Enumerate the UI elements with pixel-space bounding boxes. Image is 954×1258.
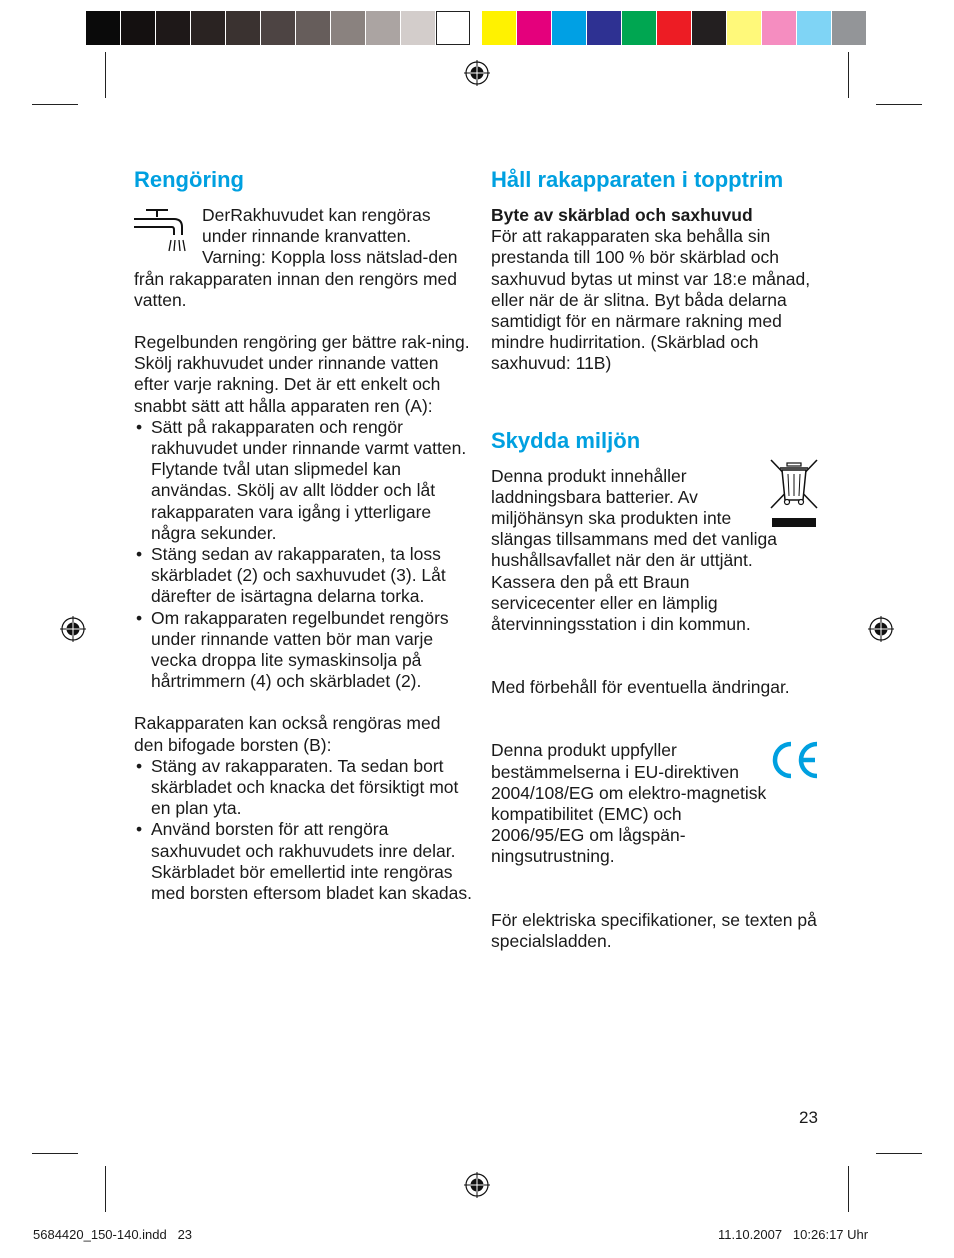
replacement-text: För att rakapparaten ska behålla sin prestanda till 100 % bör skärblad och saxhuvud bytas ut minst var 18:e månad, eller när de är slitna. Byt båda delarna samtidigt för en närmare rakning med mindre hudirritation. (Skärblad och saxhuvud: 11B) bbox=[491, 226, 811, 374]
brush-steps-list bbox=[134, 756, 474, 904]
heading-skydda-miljon: Skydda miljön bbox=[491, 427, 641, 453]
spec-text: För elektriska specifikationer, se texten på specialsladden. bbox=[491, 909, 817, 951]
color-swatch bbox=[692, 11, 726, 45]
color-swatch bbox=[587, 11, 621, 45]
registration-mark-icon bbox=[464, 1172, 490, 1198]
list-item: • Sätt på rakapparaten och rengör rakhuvudet under rinnande varmt vatten. Flytande tvål utan slipmedel kan användas. Skölj av allt lödder och låt rakapparaten vara igång i ytterligare några sekunder. bbox=[134, 417, 474, 544]
right-column bbox=[491, 166, 831, 952]
reservation-text: Med förbehåll för eventuella ändringar. bbox=[491, 677, 790, 698]
color-swatch bbox=[86, 11, 120, 45]
page-number: 23 bbox=[799, 1108, 818, 1127]
crop-mark bbox=[848, 1166, 849, 1212]
registration-mark-icon bbox=[868, 616, 894, 642]
crop-mark bbox=[32, 104, 78, 105]
color-swatch bbox=[797, 11, 831, 45]
brush-cleaning-text: Rakapparaten kan också rengöras med den bifogade borsten (B): bbox=[134, 713, 441, 755]
crop-mark bbox=[32, 1153, 78, 1154]
footer-file-info: 5684420_150-140.indd 23 bbox=[33, 1227, 193, 1242]
color-swatch bbox=[331, 11, 365, 45]
color-swatch bbox=[191, 11, 225, 45]
color-swatch bbox=[436, 11, 470, 45]
registration-mark-icon bbox=[60, 616, 86, 642]
ce-compliance-text: Denna produkt uppfyller bestämmelserna i EU-direktiven 2004/108/EG om elektro-magnetisk kompatibilitet (EMC) och 2006/95/EG om lågspän-ningsutrustning. bbox=[491, 740, 767, 867]
grayscale-calibration-bar bbox=[86, 11, 471, 45]
color-swatch bbox=[552, 11, 586, 45]
color-swatch bbox=[121, 11, 155, 45]
crop-mark bbox=[848, 52, 849, 98]
heading-rengoring: Rengöring bbox=[134, 167, 244, 192]
color-swatch bbox=[156, 11, 190, 45]
color-swatch bbox=[401, 11, 435, 45]
weee-bin-icon bbox=[769, 458, 819, 530]
heading-topptrim: Håll rakapparaten i topptrim bbox=[491, 167, 784, 192]
color-swatch bbox=[261, 11, 295, 45]
color-swatch bbox=[657, 11, 691, 45]
color-swatch bbox=[832, 11, 866, 45]
registration-mark-icon bbox=[464, 60, 490, 86]
list-item: • Om rakapparaten regelbundet rengörs under rinnande vatten bör man varje vecka droppa lite symaskinsolja på hårtrimmern (4) och skärbladet (2). bbox=[134, 608, 474, 693]
color-swatch bbox=[517, 11, 551, 45]
color-swatch bbox=[366, 11, 400, 45]
left-column bbox=[134, 166, 474, 904]
color-swatch bbox=[727, 11, 761, 45]
color-swatch bbox=[762, 11, 796, 45]
list-item: • Stäng av rakapparaten. Ta sedan bort skärbladet och knacka det försiktigt mot en plan yta. bbox=[134, 756, 474, 820]
regular-cleaning-text: Regelbunden rengöring ger bättre rak-ning. Skölj rakhuvudet under rinnande vatten efter varje rakning. Det är ett enkelt och snabbt sätt att hålla apparaten ren (A): bbox=[134, 332, 470, 416]
crop-mark bbox=[876, 1153, 922, 1154]
list-item: • Stäng sedan av rakapparaten, ta loss skärbladet (2) och saxhuvudet (3). Låt därefter de isärtagna delarna torka. bbox=[134, 544, 474, 608]
list-item: • Använd borsten för att rengöra saxhuvudet och rakhuvudets inre delar. Skärbladet bör emellertid inte rengöras med borsten eftersom bladet kan skadas. bbox=[134, 819, 474, 904]
intro-text: DerRakhuvudet kan rengöras under rinnande kranvatten. Varning: Koppla loss nätslad-den från rakapparaten innan den rengörs med vatten. bbox=[134, 205, 458, 310]
color-swatch bbox=[622, 11, 656, 45]
crop-mark bbox=[876, 104, 922, 105]
color-calibration-bar bbox=[482, 11, 867, 45]
faucet-icon bbox=[134, 207, 194, 255]
subheading-replacement: Byte av skärblad och saxhuvud bbox=[491, 205, 753, 225]
crop-mark bbox=[105, 1166, 106, 1212]
crop-mark bbox=[105, 52, 106, 98]
environment-text: Denna produkt innehåller laddningsbara batterier. Av miljöhänsyn ska produkten inte slängas tillsammans med det vanliga hushållsavfallet när den är uttjänt. Kassera den på ett Braun servicecenter eller en lämplig återvinningsstation i din kommun. bbox=[491, 465, 777, 635]
cleaning-steps-list bbox=[134, 417, 474, 693]
ce-mark-icon bbox=[769, 740, 821, 780]
color-swatch bbox=[296, 11, 330, 45]
color-swatch bbox=[226, 11, 260, 45]
color-swatch bbox=[482, 11, 516, 45]
footer-timestamp: 11.10.2007 10:26:17 Uhr bbox=[718, 1227, 869, 1242]
intro-block bbox=[134, 205, 474, 311]
